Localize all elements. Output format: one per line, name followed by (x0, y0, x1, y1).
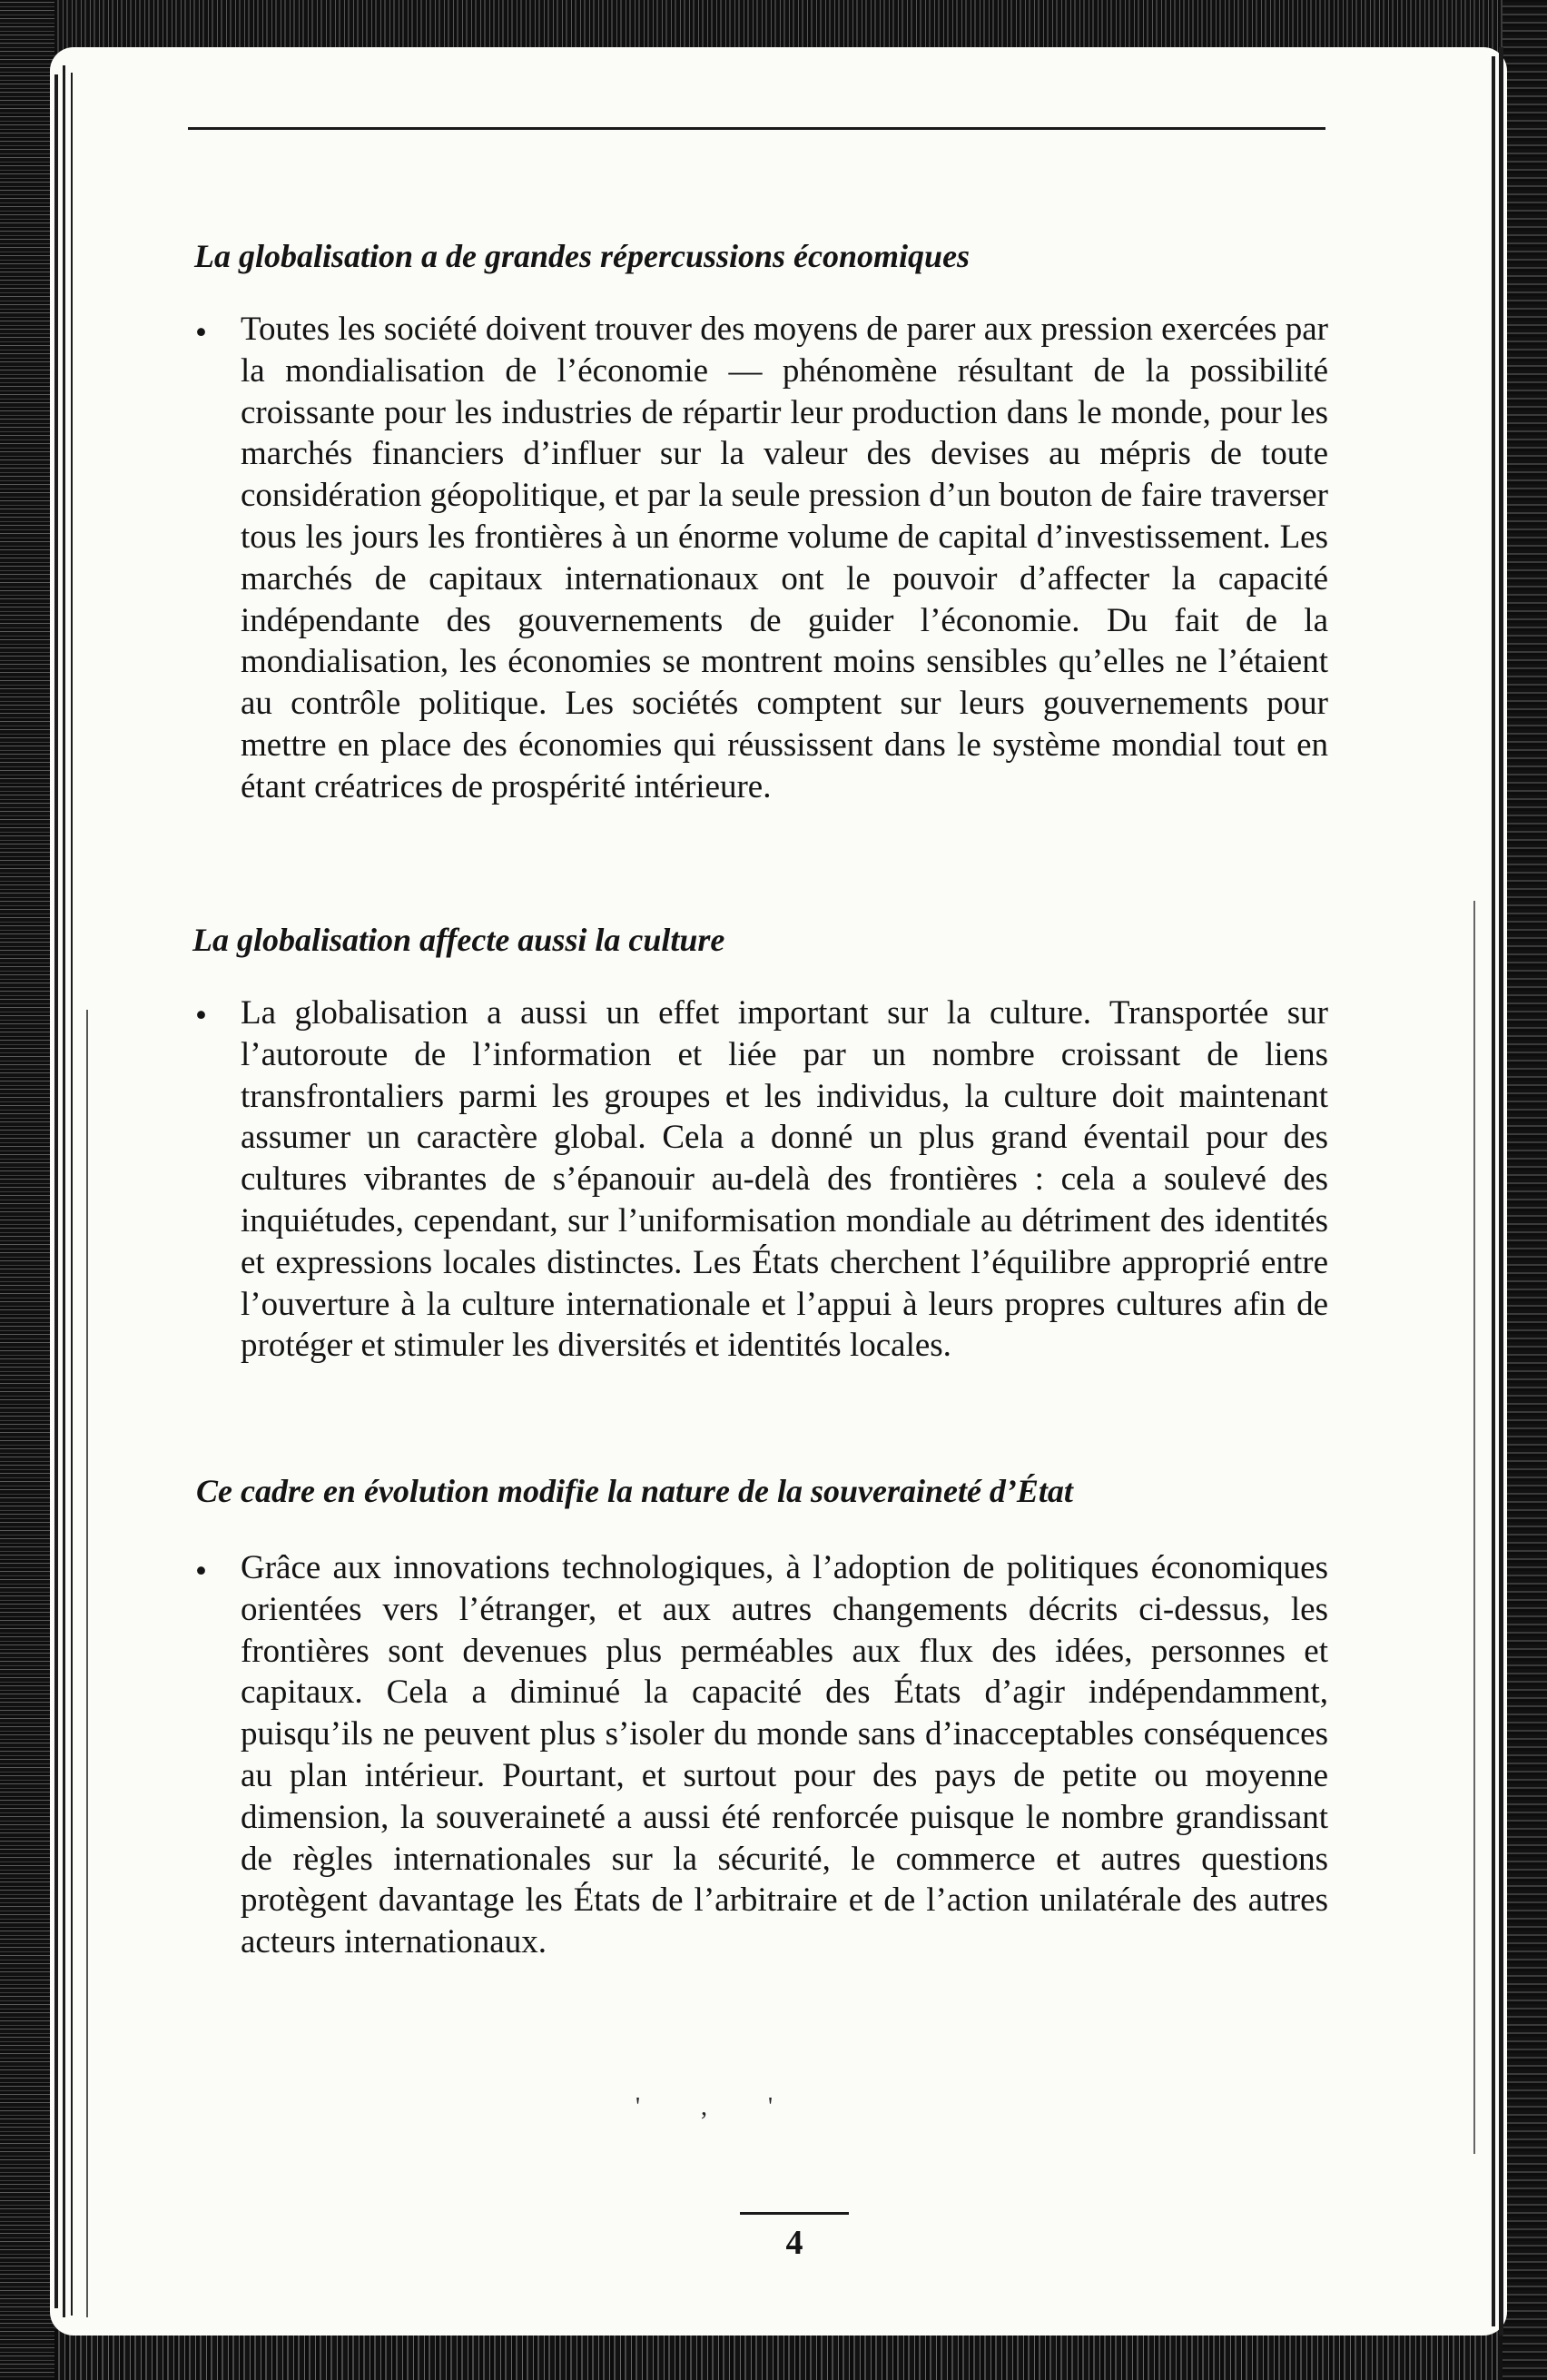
section-heading-sovereignty: Ce cadre en évolution modifie la nature de la souveraineté d’État (196, 1473, 1073, 1509)
scan-border-bottom (0, 2329, 1547, 2380)
paragraph-economic: Toutes les société doivent trouver des moyens de parer aux pression exercées par la mondialisation de l’économie — phénomène résultant de la possibilité croissante pour les industries de répartir leur production dans le monde, pour les marchés financiers d’influer sur la valeur des devises au mépris de toute considération géopolitique, et par la seule pression d’un bouton de faire traverser tous les jours les frontières à un énorme volume de capital d’investissement. Les marchés de capitaux internationaux ont le pouvoir d’affecter la capacité indépendante des gouvernements de guider l’économie. Du fait de la mondialisation, les économies se montrent moins sensibles qu’elles ne l’étaient au contrôle politique. Les sociétés comptent sur leurs gouvernements pour mettre en place des économies qui réussissent dans le système mondial tout en étant créatrices de prospérité intérieure. (241, 311, 1328, 805)
header-rule (188, 127, 1325, 130)
paragraph-sovereignty: Grâce aux innovations technologiques, à l’adoption de politiques économiques orientées vers l’étranger, et aux autres changements décrits ci-dessus, les frontières sont devenues plus perméables aux flux des idées, personnes et capitaux. Cela a diminué la capacité des États d’agir indépendamment, puisqu’ils ne peuvent plus s’isoler du monde sans d’inacceptables conséquences au plan intérieur. Pourtant, et surtout pour des pays de petite ou moyenne dimension, la souveraineté a aussi été renforcée puisque le nombre grandissant de règles internationales sur la sécurité, le commerce et autres questions protègent davantage les États de l’arbitraire et de l’action unilatérale des autres acteurs internationaux. (241, 1549, 1328, 1961)
paragraph-culture: La globalisation a aussi un effet important sur la culture. Transportée sur l’autoroute de l’information et liée par un nombre croissant de liens transfrontaliers parmi les groupes et les individus, la culture doit maintenant assumer un caractère global. Cela a donné un plus grand éventail pour des cultures vibrantes de s’épanouir au-delà des frontières : cela a soulevé des inquiétudes, cependant, sur l’uniformisation mondiale au détriment des identités et expressions locales distinctes. Les États cherchent l’équilibre approprié entre l’ouverture à la culture internationale et l’appui à leurs propres cultures afin de protéger et stimuler les diversités et identités locales. (241, 994, 1328, 1365)
binding-line (54, 74, 58, 2308)
section-heading-economic: La globalisation a de grandes répercussions économiques (194, 238, 971, 274)
page-edge-line (1473, 901, 1475, 2154)
section-heading-culture: La globalisation affecte aussi la culture (192, 922, 725, 958)
bullet-marker: • (195, 1553, 207, 1590)
scan-border-left (0, 0, 54, 2380)
page-edge-line (1492, 56, 1495, 2326)
bullet-marker: • (195, 997, 207, 1034)
page-edge-line (1499, 47, 1503, 2336)
page-number: 4 (785, 2224, 803, 2262)
bullet-marker: • (195, 314, 207, 351)
scan-border-right (1503, 0, 1547, 2380)
binding-line (63, 65, 65, 2317)
binding-line (71, 73, 73, 2316)
scan-border-top (0, 0, 1547, 54)
stray-marks: ' , ' (636, 2093, 801, 2121)
binding-line (86, 1010, 88, 2317)
footer-rule (740, 2212, 849, 2215)
